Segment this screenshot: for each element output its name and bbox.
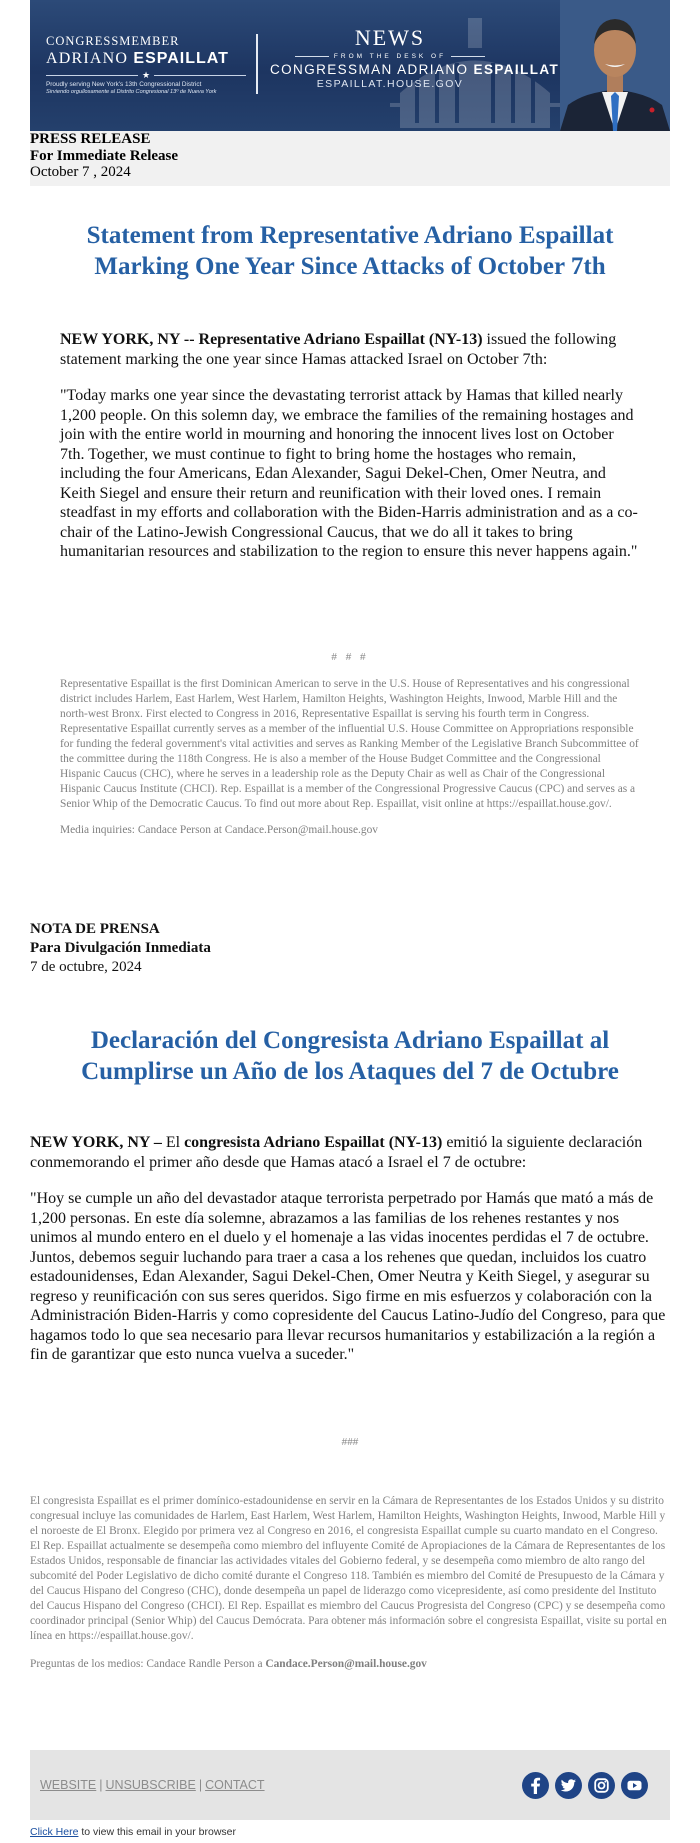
congressman-prefix: CONGRESSMAN ADRIANO — [270, 62, 469, 77]
english-release-header — [30, 131, 670, 186]
spanish-media-inquiries — [30, 1657, 670, 1672]
website-link[interactable]: WEBSITE — [40, 1778, 97, 1792]
spanish-headline: Declaración del Congresista Adriano Espaillat al Cumplirse un Año de los Ataques del 7 de Octubre — [81, 1027, 619, 1085]
social-icons — [522, 1772, 648, 1799]
english-intro-text: issued the following statement marking the one year since Hamas attacked Israel on October 7th: — [60, 331, 617, 368]
congressmember-logo — [46, 34, 246, 96]
logo-first-name: ADRIANO — [46, 50, 129, 67]
english-separator: # # # — [331, 652, 369, 663]
english-dateline: NEW YORK, NY -- — [60, 331, 195, 348]
logo-tagline-english: Proudly serving New York's 13th Congressional District — [46, 81, 202, 88]
english-quote: "Today marks one year since the devastating terrorist attack by Hamas that killed nearly 1,200 people. On this solemn day, we embrace the families of the remaining hostages and join with the entire world in mourning and honoring the innocent lives lost on October 7th. Together, we must continue to fight to bring home the hostages who remain, including the four Americans, Edan Alexander, Sagui Dekel-Chen, Omer Neutra, and Keith Siegel and ensure their return and reunification with their loved ones. I remain steadfast in my efforts and collaboration with the Biden-Harris administration and as a co-chair of the Latino-Jewish Congressional Caucus, that we do all it takes to bring humanitarian resources and stabilization to the region to ensure this never happens again." — [60, 387, 638, 560]
spanish-about-text: El congresista Espaillat es el primer domínico-estadounidense en servir en la Cámara de Representantes de los Estados Unidos y su distrito congresual incluye las comunidades de Harlem, East Harlem, West Harlem, Hamilton Heights, Washington Heights, Inwood, Marble Hill y el noroeste de El Bronx. Elegido por primera vez al Congreso en 2016, el congresista Espaillat cumple su cuarto mandato en el Congreso. El Rep. Espaillat actualmente se desempeña como miembro del influyente Comité de Apropiaciones de la Cámara de Representantes de los Estados Unidos, responsable de financiar las actividades vitales del Gobierno federal, y se desempeña como miembro de alto rango del subcomité del Poder Legislativo de dicho comité durante el Congreso 118. También es miembro del Comité de Presupuesto de la Cámara y del Caucus Hispano del Congreso (CHC), donde desempeña un papel de liderazgo como vicepresidente, así como presidente del Instituto del Caucus Hispano del Congreso (CHCI). El Rep. Espaillat es miembro del Caucus Progresista del Congreso (CPC) y se desempeña como coordinador principal (Senior Whip) del Caucus Demócrata. Para obtener más información sobre el congresista Espaillat, visite su portal en línea en https://espaillat.house.gov/. — [30, 1495, 667, 1642]
view-in-browser-line — [30, 1826, 236, 1838]
spanish-release-date: 7 de octubre, 2024 — [30, 959, 142, 975]
twitter-icon[interactable] — [555, 1772, 582, 1799]
congressman-last: ESPAILLAT — [473, 62, 560, 77]
spanish-release-type: NOTA DE PRENSA — [30, 921, 160, 937]
banner-divider — [256, 34, 258, 94]
english-speaker: Representative Adriano Espaillat (NY-13) — [198, 331, 483, 348]
banner-website: ESPAILLAT.HOUSE.GOV — [316, 78, 464, 90]
english-about-section — [60, 677, 640, 838]
spanish-release-header — [30, 920, 670, 977]
from-desk-text: FROM THE DESK OF — [333, 53, 447, 60]
english-media-inquiries: Media inquiries: Candace Person at Candace.Person@mail.house.gov — [60, 824, 378, 836]
spanish-separator: ### — [341, 1437, 359, 1448]
logo-star-rule — [46, 70, 246, 80]
news-masthead — [270, 25, 560, 90]
logo-name — [46, 49, 246, 69]
spanish-release-timing: Para Divulgación Inmediata — [30, 940, 211, 956]
spanish-el: El — [161, 1134, 185, 1151]
footer-links — [40, 1778, 265, 1792]
spanish-media-prefix: Preguntas de los medios: Candace Randle Person a — [30, 1658, 266, 1670]
release-type: PRESS RELEASE — [30, 131, 151, 147]
youtube-icon[interactable] — [621, 1772, 648, 1799]
view-in-browser-text: to view this email in your browser — [78, 1826, 236, 1838]
spanish-body — [30, 1133, 670, 1365]
spanish-intro-text: emitió la siguiente declaración conmemorando el primer año desde que Hamas atacó a Israel el 7 de octubre: — [30, 1134, 643, 1171]
logo-last-name: ESPAILLAT — [133, 50, 229, 67]
english-body — [60, 330, 640, 562]
from-desk-line — [270, 53, 510, 60]
click-here-link[interactable]: Click Here — [30, 1826, 79, 1838]
congressman-portrait — [560, 0, 670, 131]
spanish-media-email: Candace.Person@mail.house.gov — [265, 1658, 427, 1670]
logo-title: CONGRESSMEMBER — [46, 34, 180, 48]
english-about-text: Representative Espaillat is the first Dominican American to serve in the U.S. House of Representatives and his congressional district includes Harlem, East Harlem, West Harlem, Hamilton Heights, Washington Heights, Inwood, Marble Hill and the north-west Bronx. First elected to Congress in 2016, Representative Espaillat is serving his fourth term in Congress. Representative Espaillat currently serves as a member of the influential U.S. House Committee on Appropriations responsible for funding the federal government's vital activities and serves as Ranking Member of the Legislative Branch Subcommittee of the committee during the 118th Congress. He is also a member of the House Budget Committee and the Congressional Hispanic Caucus (CHC), where he serves in a leadership role as the Deputy Chair as well as Chair of the Congressional Hispanic Caucus Institute (CHCI). Rep. Espaillat is a member of the Congressional Progressive Caucus (CPC) and serves as a Senior Whip of the Democratic Caucus. To find out more about Rep. Espaillat, visit online at https://espaillat.house.gov/. — [60, 678, 639, 810]
english-headline: Statement from Representative Adriano Espaillat Marking One Year Since Attacks of October 7th — [86, 222, 614, 280]
facebook-icon[interactable] — [522, 1772, 549, 1799]
instagram-icon[interactable] — [588, 1772, 615, 1799]
logo-tagline-spanish: Sirviendo orgullosamente al Distrito Congresional 13º de Nueva York — [46, 89, 217, 95]
contact-link[interactable]: CONTACT — [205, 1778, 265, 1792]
congressman-name — [270, 62, 560, 77]
release-timing: For Immediate Release — [30, 147, 179, 164]
footer-pipe: | — [198, 1778, 203, 1792]
email-container — [30, 0, 670, 1838]
spanish-about-section — [30, 1494, 670, 1672]
english-intro-paragraph — [60, 330, 640, 369]
unsubscribe-link[interactable]: UNSUBSCRIBE — [105, 1778, 196, 1792]
footer-bar — [30, 1750, 670, 1820]
footer-pipe: | — [99, 1778, 103, 1792]
spanish-intro-paragraph — [30, 1133, 670, 1172]
header-banner — [30, 0, 670, 131]
release-date: October 7 , 2024 — [30, 164, 131, 180]
spanish-speaker: congresista Adriano Espaillat (NY-13) — [184, 1134, 443, 1151]
spanish-quote: "Hoy se cumple un año del devastador ataque terrorista perpetrado por Hamás que mató a más de 1,200 personas. En este día solemne, abrazamos a las familias de los rehenes restantes y nos unimos al mundo entero en el duelo y el homenaje a las vidas inocentes perdidas el 7 de octubre. Juntos, debemos seguir luchando para traer a casa a los rehenes que quedan, incluidos los cuatro estadounidenses, Edan Alexander, Sagui Dekel-Chen, Omer Neutra y Keith Siegel, y asegurar su regreso y reunificación con sus seres queridos. Sigo firme en mis esfuerzos y colaboración con la Administración Biden-Harris y como copresidente del Caucus Latino-Judío del Congreso, para que hagamos todo lo que sea necesario para llevar recursos humanitarios y estabilización a la región a fin de garantizar que esto nunca vuelva a suceder." — [30, 1190, 666, 1363]
star-icon: ★ — [141, 70, 151, 80]
spanish-dateline: NEW YORK, NY – — [30, 1134, 162, 1151]
news-title: NEWS — [354, 25, 426, 50]
